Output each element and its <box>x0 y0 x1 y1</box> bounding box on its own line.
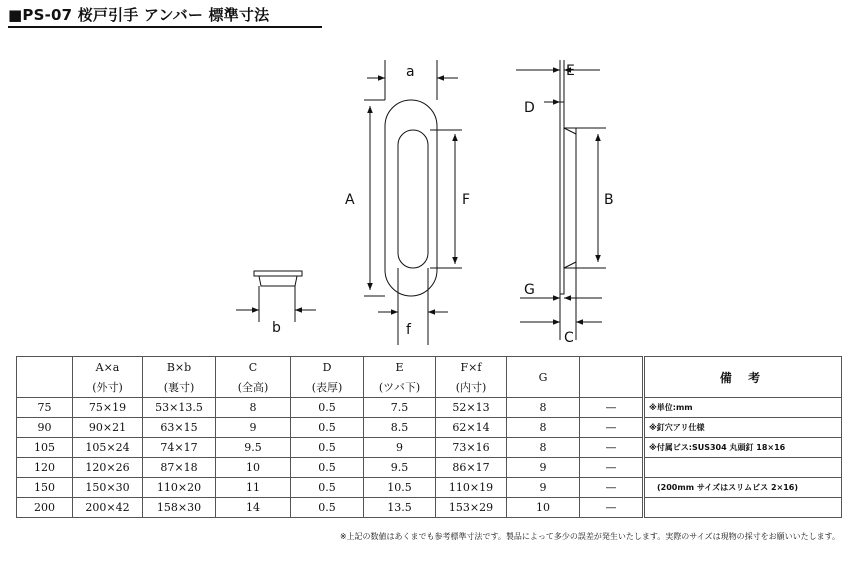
table-cell: 75 <box>17 398 73 418</box>
remarks-cell <box>644 498 842 518</box>
spec-table <box>16 356 842 518</box>
header-cell: D <box>291 357 364 378</box>
header-cell: E <box>364 357 436 378</box>
front-view-inner <box>398 130 428 268</box>
table-cell: 9 <box>507 478 580 498</box>
table-cell: — <box>580 398 644 418</box>
table-cell: 150 <box>17 478 73 498</box>
header-cell: A×a <box>73 357 143 378</box>
table-row <box>17 498 842 518</box>
dim-label-C: C <box>564 330 574 346</box>
dim-label-b: b <box>272 320 281 336</box>
table-cell: 8 <box>507 398 580 418</box>
table-cell: 52×13 <box>436 398 507 418</box>
remarks-cell: ※単位:mm <box>644 398 842 418</box>
dim-label-F: F <box>462 192 471 208</box>
table-cell: 153×29 <box>436 498 507 518</box>
table-cell: 110×19 <box>436 478 507 498</box>
table-cell: 9 <box>216 418 291 438</box>
remarks-cell <box>644 458 842 478</box>
header-cell: C <box>216 357 291 378</box>
table-row <box>17 478 842 498</box>
side-view-flange <box>560 102 564 294</box>
table-cell: 120×26 <box>73 458 143 478</box>
table-cell: 8 <box>507 438 580 458</box>
table-cell: 105 <box>17 438 73 458</box>
table-cell: 8 <box>216 398 291 418</box>
back-view-body <box>254 271 302 286</box>
table-cell: 86×17 <box>436 458 507 478</box>
dim-label-A: A <box>345 192 355 208</box>
table-cell: 13.5 <box>364 498 436 518</box>
remarks-header: 備 考 <box>644 357 842 398</box>
table-cell: 9 <box>364 438 436 458</box>
table-cell: 63×15 <box>143 418 216 438</box>
header-cell: B×b <box>143 357 216 378</box>
table-cell: 0.5 <box>291 498 364 518</box>
table-cell: 14 <box>216 498 291 518</box>
table-cell: 0.5 <box>291 458 364 478</box>
table-cell: 0.5 <box>291 438 364 458</box>
header-cell <box>17 357 73 378</box>
header-cell: (内寸) <box>436 377 507 398</box>
table-cell: 9.5 <box>364 458 436 478</box>
table-cell: 9 <box>507 458 580 478</box>
table-cell: 10 <box>216 458 291 478</box>
table-cell: 9.5 <box>216 438 291 458</box>
table-cell: 87×18 <box>143 458 216 478</box>
table-cell: 110×20 <box>143 478 216 498</box>
dim-label-D: D <box>524 100 535 116</box>
table-cell: 11 <box>216 478 291 498</box>
table-cell: 73×16 <box>436 438 507 458</box>
header-cell: (外寸) <box>73 377 143 398</box>
table-cell: 75×19 <box>73 398 143 418</box>
table-row <box>17 418 842 438</box>
header-cell <box>580 357 644 398</box>
footnote: ※上記の数値はあくまでも参考標準寸法です。製品によって多少の誤差が発生いたします。実際のサイズは現物の採寸をお願いいたします。 <box>339 532 840 541</box>
table-cell: — <box>580 478 644 498</box>
header-cell: (ツバ下) <box>364 377 436 398</box>
table-row <box>17 398 842 418</box>
table-cell: 150×30 <box>73 478 143 498</box>
table-cell: — <box>580 458 644 478</box>
table-row <box>17 438 842 458</box>
table-cell: — <box>580 438 644 458</box>
table-cell: 158×30 <box>143 498 216 518</box>
header-cell: (全高) <box>216 377 291 398</box>
table-cell: 74×17 <box>143 438 216 458</box>
table-header-row <box>17 357 842 378</box>
header-cell: (表厚) <box>291 377 364 398</box>
table-row <box>17 458 842 478</box>
header-cell: (裏寸) <box>143 377 216 398</box>
table-cell: — <box>580 418 644 438</box>
dim-label-B: B <box>604 192 614 208</box>
remarks-cell: ※釘穴アリ仕様 <box>644 418 842 438</box>
table-cell: 90×21 <box>73 418 143 438</box>
page-title: ■PS-07 桜戸引手 アンバー 標準寸法 <box>8 6 270 24</box>
table-cell: 53×13.5 <box>143 398 216 418</box>
dim-label-E: E <box>566 63 575 79</box>
table-cell: 105×24 <box>73 438 143 458</box>
front-view-outer <box>385 100 437 296</box>
dim-label-G: G <box>524 282 535 298</box>
table-cell: 90 <box>17 418 73 438</box>
table-cell: 200 <box>17 498 73 518</box>
table-cell: 10 <box>507 498 580 518</box>
side-view-body <box>564 128 576 268</box>
table-cell: 62×14 <box>436 418 507 438</box>
remarks-cell: ※付属ビス:SUS304 丸頭釘 18×16 <box>644 438 842 458</box>
table-cell: 8.5 <box>364 418 436 438</box>
dim-label-f: f <box>406 322 411 338</box>
table-cell: 200×42 <box>73 498 143 518</box>
table-cell: 8 <box>507 418 580 438</box>
table-cell: — <box>580 498 644 518</box>
remarks-cell: (200mm サイズはスリムビス 2×16) <box>644 478 842 498</box>
table-cell: 0.5 <box>291 398 364 418</box>
dim-label-a: a <box>406 64 415 80</box>
header-cell: F×f <box>436 357 507 378</box>
table-cell: 0.5 <box>291 478 364 498</box>
table-cell: 120 <box>17 458 73 478</box>
table-cell: 10.5 <box>364 478 436 498</box>
header-cell <box>17 377 73 398</box>
header-cell: G <box>507 357 580 398</box>
table-cell: 0.5 <box>291 418 364 438</box>
table-cell: 7.5 <box>364 398 436 418</box>
